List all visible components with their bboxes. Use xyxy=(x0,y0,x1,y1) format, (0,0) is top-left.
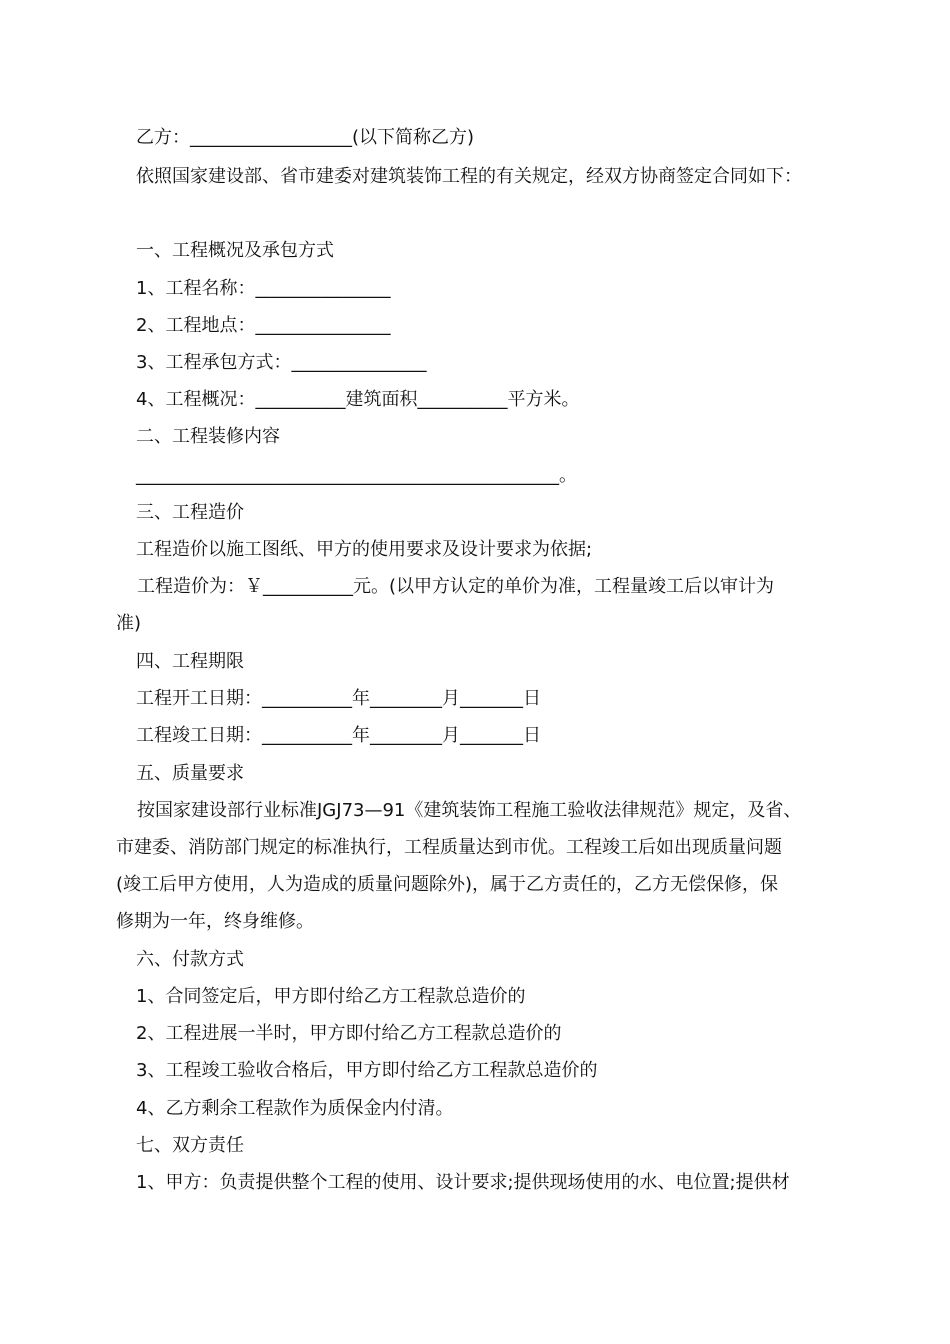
project-name-line: 1、工程名称：_______________ xyxy=(136,278,391,299)
completion-date-line: 工程竣工日期：__________年________月_______日 xyxy=(136,725,541,746)
quality-paragraph-line-1: 按国家建设部行业标准JGJ73—91《建筑装饰工程施工验收法律规范》规定，及省、 xyxy=(137,800,802,821)
cost-amount-line-cont: 准) xyxy=(116,613,142,634)
cost-amount-line: 工程造价为：￥__________元。(以甲方认定的单价为准，工程量竣工后以审计为 xyxy=(137,576,775,597)
section-1-heading: 一、工程概况及承包方式 xyxy=(136,240,334,261)
quality-paragraph-line-2: 市建委、消防部门规定的标准执行，工程质量达到市优。工程竣工后如出现质量问题 xyxy=(116,837,782,858)
project-overview-line: 4、工程概况：__________建筑面积__________平方米。 xyxy=(136,389,580,410)
contract-method-line: 3、工程承包方式：_______________ xyxy=(136,352,427,373)
party-b-line: 乙方：__________________(以下简称乙方) xyxy=(136,127,475,148)
project-location-line: 2、工程地点：_______________ xyxy=(136,315,391,336)
quality-paragraph-line-4: 修期为一年，终身维修。 xyxy=(116,911,314,932)
section-5-heading: 五、质量要求 xyxy=(136,763,244,784)
decoration-content-line: _______________________________________________。 xyxy=(136,465,577,486)
cost-basis-line: 工程造价以施工图纸、甲方的使用要求及设计要求为依据; xyxy=(136,539,593,560)
section-3-heading: 三、工程造价 xyxy=(136,502,244,523)
payment-item-4: 4、乙方剩余工程款作为质保金内付清。 xyxy=(136,1098,454,1119)
responsibility-item-1: 1、甲方：负责提供整个工程的使用、设计要求;提供现场使用的水、电位置;提供材 xyxy=(136,1172,790,1193)
section-4-heading: 四、工程期限 xyxy=(136,651,244,672)
start-date-line: 工程开工日期：__________年________月_______日 xyxy=(136,688,541,709)
payment-item-3: 3、工程竣工验收合格后，甲方即付给乙方工程款总造价的 xyxy=(136,1060,598,1081)
section-6-heading: 六、付款方式 xyxy=(136,949,244,970)
payment-item-2: 2、工程进展一半时，甲方即付给乙方工程款总造价的 xyxy=(136,1023,562,1044)
section-2-heading: 二、工程装修内容 xyxy=(136,426,280,447)
section-7-heading: 七、双方责任 xyxy=(136,1135,244,1156)
quality-paragraph-line-3: (竣工后甲方使用，人为造成的质量问题除外)，属于乙方责任的，乙方无偿保修，保 xyxy=(116,874,779,895)
payment-item-1: 1、合同签定后，甲方即付给乙方工程款总造价的 xyxy=(136,986,526,1007)
intro-paragraph: 依照国家建设部、省市建委对建筑装饰工程的有关规定，经双方协商签定合同如下： xyxy=(136,166,802,187)
